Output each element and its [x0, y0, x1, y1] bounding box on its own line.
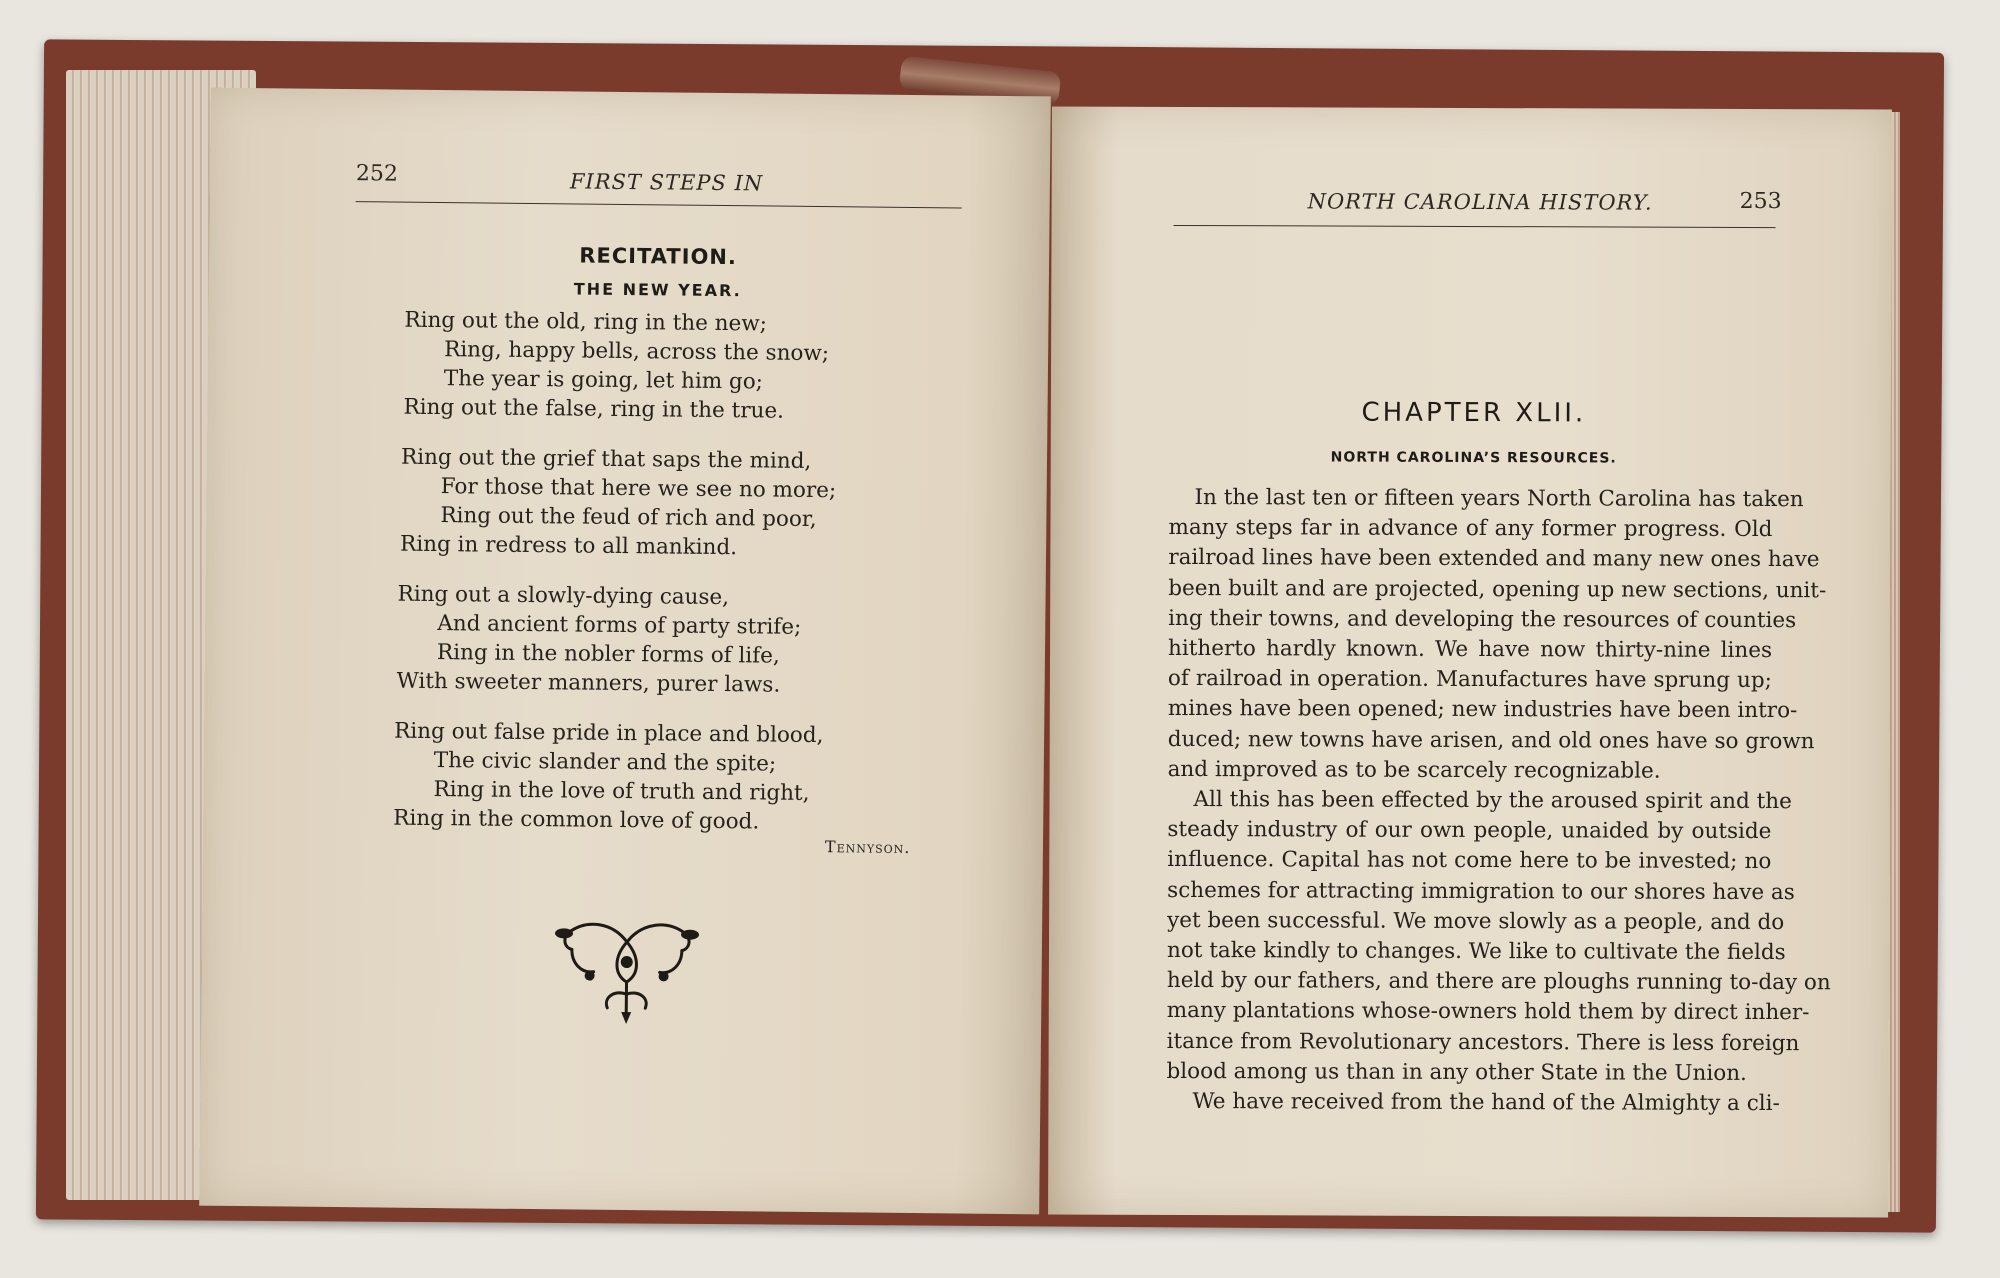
running-head-left: FIRST STEPS IN — [569, 169, 764, 196]
poem-line: Ring out a slowly-dying cause, — [397, 581, 730, 611]
header-rule-right — [1174, 225, 1776, 228]
left-page — [199, 88, 1051, 1215]
chapter-title: CHAPTER XLII. — [1361, 397, 1587, 429]
poem-line: Ring, happy bells, across the snow; — [444, 337, 830, 367]
body-line: schemes for attracting immigration to our shores have as — [1167, 877, 1795, 905]
poem-line: And ancient forms of party strife; — [437, 611, 802, 640]
poem-line: Ring out the feud of rich and poor, — [440, 503, 817, 532]
poem-line: The year is going, let him go; — [443, 366, 764, 395]
poem-line: Ring in the nobler forms of life, — [436, 640, 780, 669]
body-line: itance from Revolutionary ancestors. There is less foreign — [1166, 1028, 1800, 1056]
body-line: been built and are projected, opening up new sections, unit- — [1168, 575, 1827, 603]
poem-line: Ring out the false, ring in the true. — [403, 394, 785, 424]
poem-line: The civic slander and the spite; — [433, 748, 777, 777]
chapter-subtitle: NORTH CAROLINA’S RESOURCES. — [1330, 449, 1617, 467]
chapter-body — [1166, 485, 1831, 1117]
poem-line: Ring out false pride in place and blood, — [394, 718, 824, 749]
poem-line: Ring out the old, ring in the new; — [404, 307, 768, 337]
poem-line: Ring in the common love of good. — [393, 805, 760, 835]
body-line: railroad lines have been extended and many new ones have — [1168, 545, 1820, 573]
running-head-right: NORTH CAROLINA HISTORY. — [1307, 189, 1653, 215]
body-line: held by our fathers, and there are ploughs running to-day on — [1166, 968, 1831, 996]
body-line: duced; new towns have arisen, and old ones have so grown — [1167, 726, 1815, 754]
body-line: yet been successful. We move slowly as a people, and do — [1167, 907, 1785, 935]
body-line: hitherto hardly known. We have now thirty-nine lines — [1168, 635, 1773, 664]
body-line: mines have been opened; new industries have been intro- — [1167, 696, 1798, 724]
body-line: not take kindly to changes. We like to cultivate the fields — [1166, 937, 1786, 966]
body-line: many plantations whose-owners hold them by direct inher- — [1166, 998, 1810, 1026]
poem-title: THE NEW YEAR. — [573, 279, 742, 301]
body-line: In the last ten or fifteen years North Carolina has taken — [1194, 485, 1804, 513]
floral-ornament-icon — [541, 911, 712, 1028]
poem-line: Ring in the love of truth and right, — [433, 777, 810, 806]
body-line: We have received from the hand of the Almighty a cli- — [1192, 1089, 1780, 1117]
body-line: influence. Capital has not come here to be invested; no — [1167, 847, 1772, 875]
poem-line: For those that here we see no more; — [440, 474, 837, 504]
body-line: many steps far in advance of any former progress. Old — [1168, 515, 1773, 543]
body-line: All this has been effected by the aroused spirit and the — [1193, 787, 1792, 815]
body-line: of railroad in operation. Manufactures have sprung up; — [1167, 666, 1772, 694]
body-line: blood among us than in any other State in the Union. — [1166, 1058, 1747, 1086]
page-number-left: 252 — [355, 161, 399, 187]
poem-line: Ring in redress to all mankind. — [399, 531, 738, 561]
page-number-right: 253 — [1739, 188, 1782, 215]
header-rule-left — [356, 201, 962, 208]
section-title: RECITATION. — [579, 243, 738, 270]
poem-line: With sweeter manners, purer laws. — [396, 668, 781, 698]
body-line: ing their towns, and developing the resources of counties — [1168, 605, 1797, 633]
poem-line: Ring out the grief that saps the mind, — [400, 444, 812, 474]
attribution: Tennyson. — [824, 837, 911, 857]
body-line: steady industry of our own people, unaided by outside — [1167, 817, 1772, 845]
body-line: and improved as to be scarcely recognizable. — [1167, 756, 1661, 784]
right-page — [1048, 107, 1892, 1218]
